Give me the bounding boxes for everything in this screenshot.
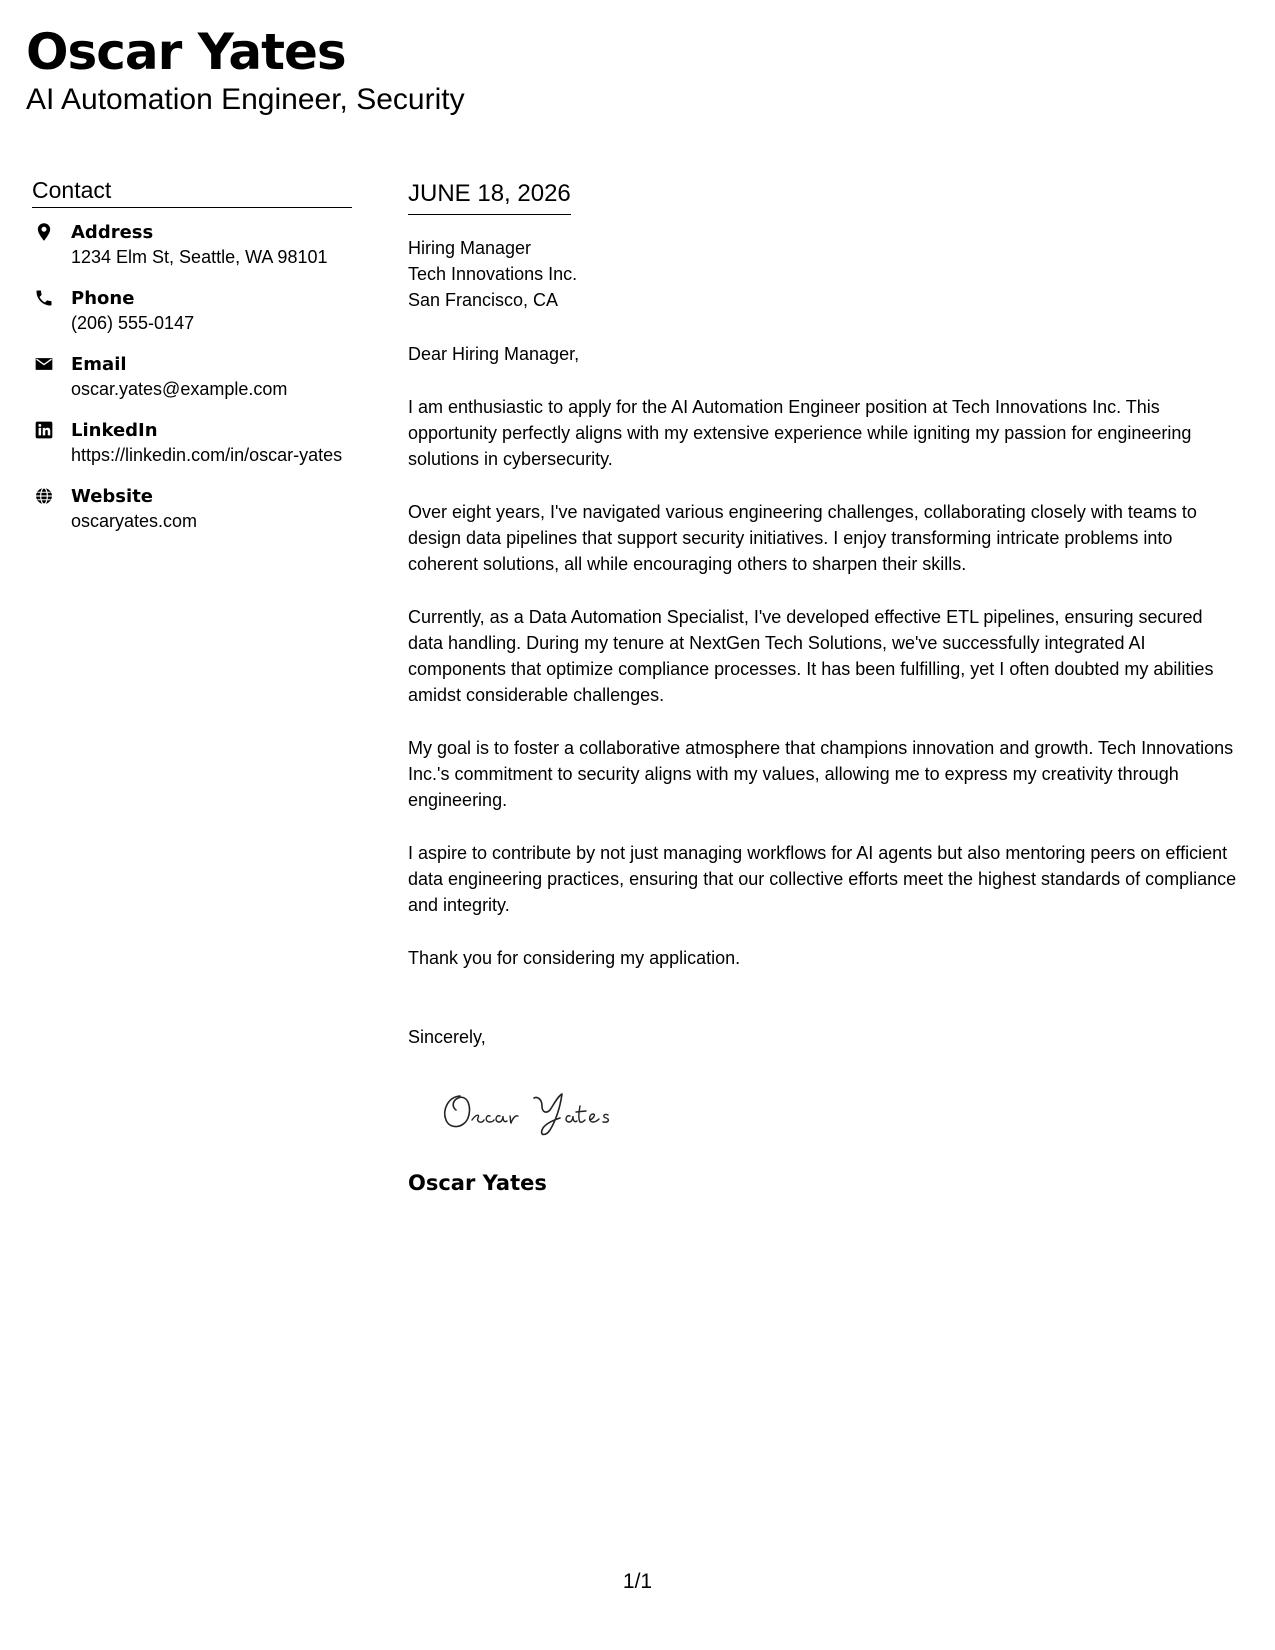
greeting: Dear Hiring Manager, bbox=[408, 344, 580, 364]
letter-header bbox=[26, 22, 465, 118]
contact-label-email: Email bbox=[71, 354, 127, 375]
letter-body bbox=[408, 178, 1238, 1197]
phone-icon bbox=[34, 288, 54, 308]
contact-item-email bbox=[32, 352, 352, 401]
letter-paragraph: I aspire to contribute by not just managing workflows for AI agents but also mentoring peers on efficient data engineering practices, ensuring that our collective efforts meet the highest standards of compliance and integrity. bbox=[408, 843, 1237, 915]
contact-item-address bbox=[32, 220, 352, 269]
recipient-line: Hiring Manager bbox=[408, 238, 532, 258]
contact-item-phone bbox=[32, 286, 352, 335]
letter-paragraph: My goal is to foster a collaborative atmosphere that champions innovation and growth. Tech Innovations Inc.'s commitment to security aligns with my values, allowing me to express my creativity through engineering. bbox=[408, 738, 1234, 810]
letter-date: JUNE 18, 2026 bbox=[408, 178, 571, 215]
contact-value-phone: (206) 555-0147 bbox=[71, 313, 195, 333]
contact-item-linkedin bbox=[32, 418, 352, 467]
letter-paragraph: Thank you for considering my application. bbox=[408, 948, 741, 968]
linkedin-icon bbox=[34, 420, 54, 440]
contact-label-linkedin: LinkedIn bbox=[71, 420, 158, 441]
contact-label-phone: Phone bbox=[71, 288, 135, 309]
envelope-icon bbox=[34, 354, 54, 374]
contact-item-website bbox=[32, 484, 352, 533]
globe-icon bbox=[34, 486, 54, 506]
recipient-block bbox=[408, 235, 1238, 313]
applicant-role: AI Automation Engineer, Security bbox=[26, 83, 465, 116]
page-number: 1/1 bbox=[622, 1570, 653, 1593]
map-pin-icon bbox=[34, 222, 54, 242]
contact-heading: Contact bbox=[32, 175, 352, 208]
contact-sidebar bbox=[32, 175, 352, 550]
signed-name: Oscar Yates bbox=[408, 1171, 547, 1195]
contact-value-email: oscar.yates@example.com bbox=[71, 379, 288, 399]
contact-value-website[interactable]: oscaryates.com bbox=[71, 511, 198, 531]
letter-paragraph: Over eight years, I've navigated various engineering challenges, collaborating closely with teams to design data pipelines that support security initiatives. I enjoy transforming intricate problems into coherent solutions, all while encouraging others to sharpen their skills. bbox=[408, 502, 1197, 574]
applicant-name: Oscar Yates bbox=[26, 23, 346, 81]
letter-paragraph: I am enthusiastic to apply for the AI Automation Engineer position at Tech Innovations Inc. This opportunity perfectly aligns with my extensive experience while igniting my passion for engineering solutions in cybersecurity. bbox=[408, 397, 1192, 469]
letter-paragraph: Currently, as a Data Automation Specialist, I've developed effective ETL pipelines, ensuring secured data handling. During my tenure at NextGen Tech Solutions, we've successfully integrated AI components that optimize compliance processes. It has been fulfilling, yet I often doubted my abilities amidst considerable challenges. bbox=[408, 607, 1214, 705]
contact-label-website: Website bbox=[71, 486, 154, 507]
recipient-line: Tech Innovations Inc. bbox=[408, 264, 578, 284]
recipient-line: San Francisco, CA bbox=[408, 290, 559, 310]
closing: Sincerely, bbox=[408, 1027, 486, 1047]
contact-label-address: Address bbox=[71, 222, 154, 243]
handwritten-signature bbox=[438, 1080, 658, 1140]
contact-value-address: 1234 Elm St, Seattle, WA 98101 bbox=[71, 247, 328, 267]
contact-value-linkedin[interactable]: https://linkedin.com/in/oscar-yates bbox=[71, 445, 343, 465]
